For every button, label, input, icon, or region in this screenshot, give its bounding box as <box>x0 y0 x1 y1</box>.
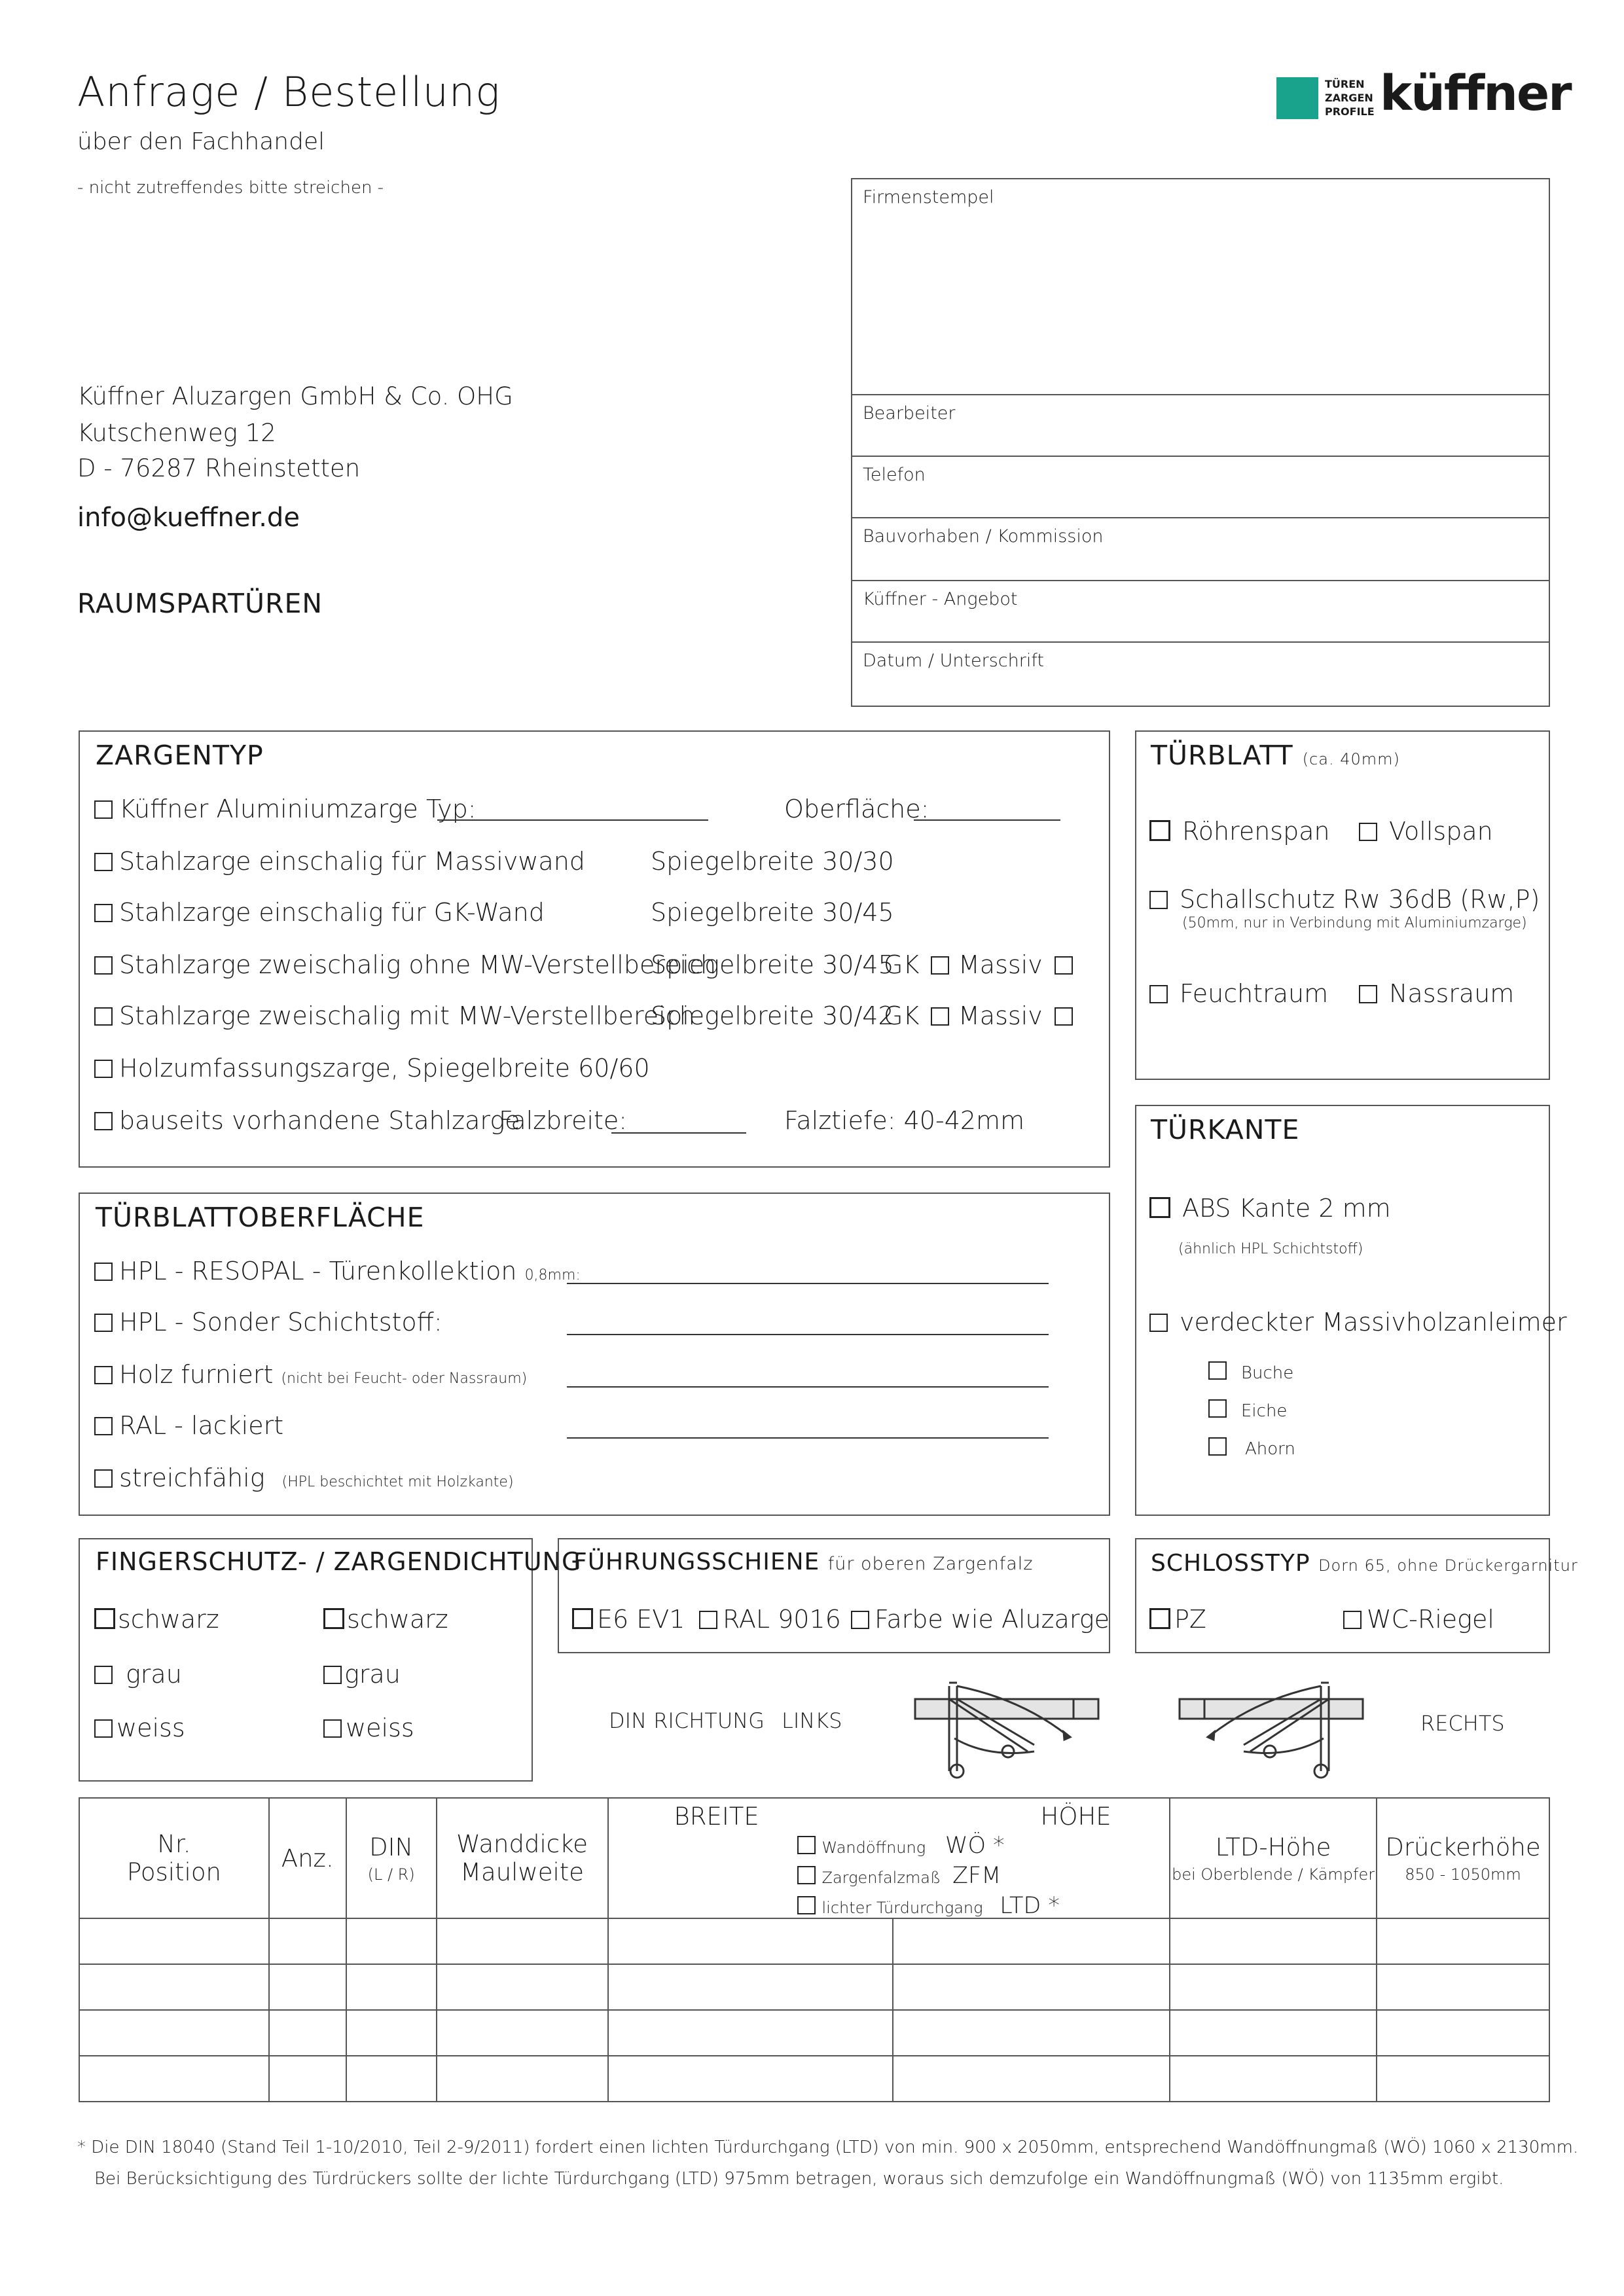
oberflaeche-heading: TÜRBLATTOBERFLÄCHE <box>96 1202 425 1233</box>
massiv-option-b[interactable]: Massiv <box>958 1001 1079 1030</box>
table-row <box>79 1918 1549 1964</box>
hpl-sonder-option[interactable]: HPL - Sonder Schichtstoff: <box>94 1308 442 1336</box>
lichter-option[interactable]: lichter Türdurchgang LTD * <box>797 1892 1060 1922</box>
col-drueckerhoehe: Drückerhöhe 850 - 1050mm <box>1377 1798 1549 1918</box>
buche-option[interactable]: Buche <box>1208 1361 1293 1383</box>
angebot-label: Küffner - Angebot <box>863 589 1018 609</box>
door-direction-diagram <box>910 1673 1368 1788</box>
ral-lackiert-field[interactable] <box>567 1437 1049 1439</box>
din-links-label: LINKS <box>782 1708 842 1733</box>
hpl-resopal-field[interactable] <box>567 1283 1049 1284</box>
abs-kante-note: (ähnlich HPL Schichtstoff) <box>1178 1241 1363 1257</box>
checkbox[interactable] <box>1149 985 1168 1003</box>
footnote-line-2: Bei Berücksichtigung des Türdrückers sollte der lichte Türdurchgang (LTD) 975mm betragen, woraus sich demzufolge ein Wandöffnungmaß (WÖ) von 1135mm ergibt. <box>94 2169 1504 2189</box>
table-row <box>79 2056 1549 2102</box>
table-row <box>79 2010 1549 2056</box>
holz-furniert-field[interactable] <box>567 1386 1049 1388</box>
col-ltd-hoehe: LTD-Höhe bei Oberblende / Kämpfer <box>1170 1798 1377 1918</box>
checkbox[interactable] <box>94 1719 113 1738</box>
checkbox[interactable] <box>931 1007 949 1026</box>
hpl-sonder-field[interactable] <box>567 1334 1049 1335</box>
bearbeiter-label: Bearbeiter <box>863 403 956 423</box>
tuerblatt-heading: TÜRBLATT (ca. 40mm) <box>1151 740 1400 771</box>
falztiefe-label: Falztiefe: 40-42mm <box>784 1106 1025 1135</box>
table-header-row <box>79 1798 1549 1918</box>
zarge-holz-option[interactable]: Holzumfassungszarge, Spiegelbreite 60/60 <box>94 1054 650 1083</box>
door-right-diagram <box>1180 1683 1363 1778</box>
checkbox[interactable] <box>94 853 113 871</box>
falzbreite-field[interactable] <box>611 1132 746 1134</box>
page-subtitle: über den Fachhandel <box>77 128 325 155</box>
grau-option-a[interactable]: grau <box>94 1660 182 1689</box>
company-email[interactable]: info@kueffner.de <box>77 503 300 533</box>
gk-option-a[interactable]: GK <box>884 950 956 979</box>
schwarz-option-a[interactable]: schwarz <box>94 1605 219 1634</box>
weiss-option-a[interactable]: weiss <box>94 1713 185 1742</box>
checkbox[interactable] <box>1359 823 1377 841</box>
checkbox[interactable] <box>851 1611 869 1629</box>
order-table <box>79 1797 1550 2102</box>
col-position: Nr. Position <box>79 1798 269 1918</box>
category-title: RAUMSPARTÜREN <box>77 588 323 619</box>
checkbox[interactable] <box>94 1007 113 1026</box>
wc-riegel-option[interactable]: WC-Riegel <box>1343 1605 1494 1634</box>
holz-furniert-option[interactable]: Holz furniert (nicht bei Feucht- oder Nassraum) <box>94 1360 527 1389</box>
checkbox[interactable] <box>1343 1611 1362 1629</box>
massivholz-option[interactable]: verdeckter Massivholzanleimer <box>1149 1308 1567 1336</box>
checkbox[interactable] <box>94 1608 115 1629</box>
roehrenspan-option[interactable]: Röhrenspan <box>1149 817 1330 846</box>
measure-options <box>797 1831 1060 1922</box>
checkbox[interactable] <box>94 1314 113 1332</box>
checkbox[interactable] <box>94 1112 113 1130</box>
checkbox[interactable] <box>94 1060 113 1078</box>
zargentyp-heading: ZARGENTYP <box>96 740 264 771</box>
checkbox[interactable] <box>1055 1007 1073 1026</box>
door-left-diagram <box>915 1683 1098 1778</box>
logo-brand: küffner <box>1380 65 1571 122</box>
gk-option-b[interactable]: GK <box>884 1001 956 1030</box>
nassraum-option[interactable]: Nassraum <box>1359 979 1514 1008</box>
checkbox[interactable] <box>94 1666 113 1684</box>
bauvorhaben-label: Bauvorhaben / Kommission <box>863 526 1104 547</box>
weiss-option-b[interactable]: weiss <box>323 1713 414 1742</box>
streichfaehig-option[interactable]: streichfähig (HPL beschichtet mit Holzkante) <box>94 1463 514 1492</box>
feuchtraum-option[interactable]: Feuchtraum <box>1149 979 1328 1008</box>
e6-ev1-option[interactable]: E6 EV1 <box>572 1605 685 1634</box>
checkbox[interactable] <box>323 1608 344 1629</box>
checkbox[interactable] <box>1149 1314 1168 1332</box>
din-richtung-label: DIN RICHTUNG <box>609 1708 765 1733</box>
hpl-resopal-option[interactable]: HPL - RESOPAL - Türenkollektion 0,8mm: <box>94 1257 581 1285</box>
spiegel-30-45: Spiegelbreite 30/45 <box>651 898 894 927</box>
vollspan-option[interactable]: Vollspan <box>1359 817 1493 846</box>
col-breite-hoehe: BREITE HÖHE Wandöffnung WÖ * Zargenfalzmaß ZFM lichter Türdurchgang LTD * <box>608 1798 1170 1918</box>
grau-option-b[interactable]: grau <box>323 1660 401 1689</box>
zargenfalz-option[interactable]: Zargenfalzmaß ZFM <box>797 1861 1060 1892</box>
logo-square <box>1276 77 1318 119</box>
checkbox[interactable] <box>94 956 113 975</box>
checkbox[interactable] <box>572 1608 593 1629</box>
checkbox[interactable] <box>94 904 113 922</box>
company-street: Kutschenweg 12 <box>77 419 276 447</box>
checkbox[interactable] <box>1208 1437 1227 1456</box>
checkbox[interactable] <box>94 1417 113 1435</box>
company-city: D - 76287 Rheinstetten <box>77 454 361 482</box>
oberflaeche-label: Oberfläche: <box>784 795 929 823</box>
pz-option[interactable]: PZ <box>1149 1605 1206 1634</box>
zarge-alu-option[interactable]: Küffner Aluminiumzarge Typ: <box>94 795 477 823</box>
schwarz-option-b[interactable]: schwarz <box>323 1605 448 1634</box>
checkbox[interactable] <box>931 956 949 975</box>
checkbox[interactable] <box>94 1263 113 1281</box>
checkbox[interactable] <box>1359 985 1377 1003</box>
ral-lackiert-option[interactable]: RAL - lackiert <box>94 1411 283 1440</box>
spiegel-30-42: Spiegelbreite 30/42 <box>651 1001 894 1030</box>
zarge-stahl-gk-option[interactable]: Stahlzarge einschalig für GK-Wand <box>94 898 545 927</box>
checkbox[interactable] <box>1149 891 1168 909</box>
checkbox[interactable] <box>1149 1197 1170 1218</box>
abs-kante-option[interactable]: ABS Kante 2 mm <box>1149 1194 1391 1223</box>
oberflaeche-field[interactable] <box>914 819 1060 821</box>
spiegel-30-30: Spiegelbreite 30/30 <box>651 847 894 876</box>
din-rechts-label: RECHTS <box>1420 1711 1505 1736</box>
spiegel-30-45-b: Spiegelbreite 30/45 <box>651 950 894 979</box>
schallschutz-option[interactable]: Schallschutz Rw 36dB (Rw,P) <box>1149 885 1540 914</box>
fuehrungsschiene-heading: FÜHRUNGSSCHIENE für oberen Zargenfalz <box>573 1549 1034 1575</box>
checkbox[interactable] <box>323 1719 342 1738</box>
zarge-stahl-massiv-option[interactable]: Stahlzarge einschalig für Massivwand <box>94 847 585 876</box>
footnote-line-1: * Die DIN 18040 (Stand Teil 1-10/2010, Teil 2-9/2011) fordert einen lichten Türdurchgang (LTD) von min. 900 x 2050mm, entsprechend Wandöffnungmaß (WÖ) 1060 x 2130mm. <box>77 2138 1579 2157</box>
checkbox[interactable] <box>699 1611 717 1629</box>
checkbox[interactable] <box>1149 820 1170 841</box>
fingerschutz-heading: FINGERSCHUTZ- / ZARGENDICHTUNG <box>96 1547 582 1576</box>
schallschutz-note: (50mm, nur in Verbindung mit Aluminiumzarge) <box>1182 915 1527 931</box>
massiv-option-a[interactable]: Massiv <box>958 950 1079 979</box>
checkbox[interactable] <box>94 1469 113 1488</box>
datum-label: Datum / Unterschrift <box>863 651 1045 671</box>
checkbox[interactable] <box>1208 1361 1227 1380</box>
checkbox[interactable] <box>323 1666 342 1684</box>
zarge-zweischalig-mit-option[interactable]: Stahlzarge zweischalig mit MW-Verstellbereich <box>94 1001 695 1030</box>
ral-9016-option[interactable]: RAL 9016 <box>699 1605 841 1634</box>
checkbox[interactable] <box>1055 956 1073 975</box>
company-stamp-box <box>851 178 1550 707</box>
checkbox[interactable] <box>94 1366 113 1384</box>
logo-small-text: TÜREN ZARGEN PROFILE <box>1325 78 1375 118</box>
col-din: DIN (L / R) <box>346 1798 437 1918</box>
schlosstyp-heading: SCHLOSSTYP Dorn 65, ohne Drückergarnitur <box>1151 1550 1578 1577</box>
zarge-zweischalig-ohne-option[interactable]: Stahlzarge zweischalig ohne MW-Verstellbereich <box>94 950 716 979</box>
falzbreite-label: Falzbreite: <box>499 1106 628 1135</box>
ahorn-option[interactable]: Ahorn <box>1208 1437 1295 1459</box>
checkbox[interactable] <box>94 800 113 819</box>
alu-type-field[interactable] <box>437 819 708 821</box>
table-row <box>79 1964 1549 2010</box>
tuerkante-heading: TÜRKANTE <box>1151 1114 1300 1145</box>
checkbox[interactable] <box>1208 1399 1227 1418</box>
company-name: Küffner Aluzargen GmbH & Co. OHG <box>77 382 513 410</box>
wandoeffnung-option[interactable]: Wandöffnung WÖ * <box>797 1831 1060 1861</box>
page-title: Anfrage / Bestellung <box>77 68 501 116</box>
col-wanddicke: Wanddicke Maulweite <box>437 1798 608 1918</box>
col-anzahl: Anz. <box>269 1798 346 1918</box>
telefon-label: Telefon <box>863 465 926 485</box>
checkbox[interactable] <box>1149 1608 1170 1629</box>
stamp-label: Firmenstempel <box>863 187 994 207</box>
strike-note: - nicht zutreffendes bitte streichen - <box>77 178 384 198</box>
farbe-aluzarge-option[interactable]: Farbe wie Aluzarge <box>851 1605 1110 1634</box>
zarge-bauseits-option[interactable]: bauseits vorhandene Stahlzarge <box>94 1106 520 1135</box>
eiche-option[interactable]: Eiche <box>1208 1399 1287 1421</box>
